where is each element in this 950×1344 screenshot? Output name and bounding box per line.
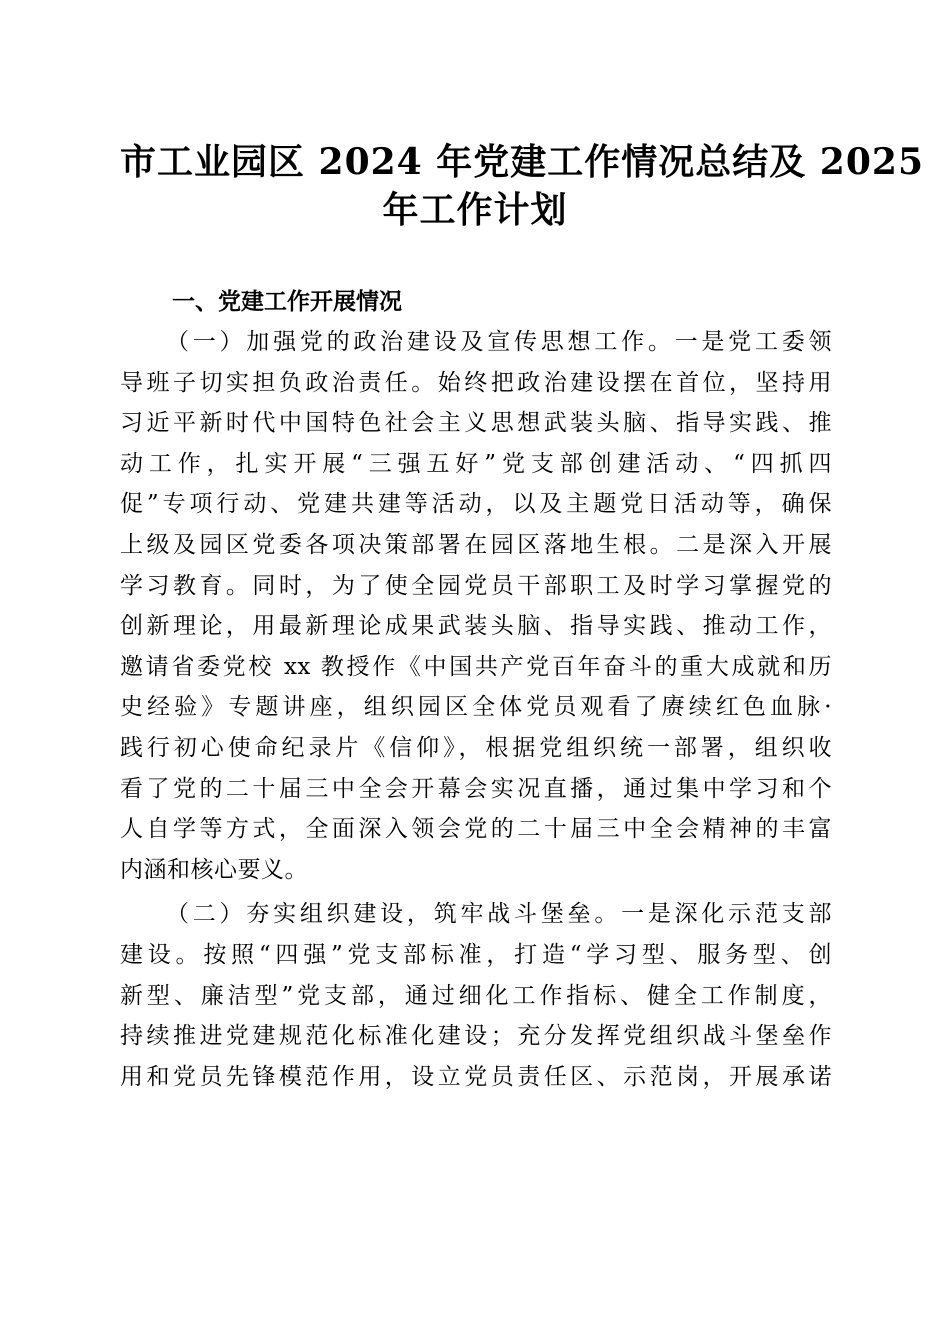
text-line: 建设。按照“四强”党支部标准，打造“学习型、服务型、创 [120,941,832,968]
title-line-2: 年工作计划 [382,189,568,231]
section-heading: 一、党建工作开展情况 [172,289,402,315]
text-line: 习近平新时代中国特色社会主义思想武装头脑、指导实践、推 [120,410,832,437]
title-line-1: 市工业园区 2024 年党建工作情况总结及 2025 [120,141,924,183]
text-line: 邀请省委党校 xx 教授作《中国共产党百年奋斗的重大成就和历 [120,653,832,680]
text-line: 创新理论，用最新理论成果武装头脑、指导实践、推动工作， [120,613,832,640]
document-title [120,138,924,234]
text-line: （一）加强党的政治建设及宣传思想工作。一是党工委领 [166,329,832,355]
paragraph-1 [120,322,832,890]
text-line: （二）夯实组织建设，筑牢战斗堡垒。一是深化示范支部 [166,901,832,928]
text-line: 看了党的二十届三中全会开幕会实况直播，通过集中学习和个 [120,775,832,802]
text-line: 持续推进党建规范化标准化建设；充分发挥党组织战斗堡垒作 [120,1023,832,1050]
text-line: 史经验》专题讲座，组织园区全体党员观看了赓续红色血脉· [120,694,832,721]
text-line: 人自学等方式，全面深入领会党的二十届三中全会精神的丰富 [120,816,832,843]
text-line: 促”专项行动、党建共建等活动，以及主题党日活动等，确保 [120,491,832,518]
text-line: 新型、廉洁型”党支部，通过细化工作指标、健全工作制度， [120,982,832,1009]
text-line: 上级及园区党委各项决策部署在园区落地生根。二是深入开展 [120,531,832,558]
text-line: 动工作，扎实开展“三强五好”党支部创建活动、“四抓四 [120,450,832,477]
text-line: 学习教育。同时，为了使全园党员干部职工及时学习掌握党的 [120,572,832,599]
document-body [120,282,832,1097]
text-line: 用和党员先锋模范作用，设立党员责任区、示范岗，开展承诺 [120,1063,832,1090]
paragraph-2 [120,894,832,1097]
text-line: 践行初心使命纪录片《信仰》，根据党组织统一部署，组织收 [120,734,832,761]
text-line: 导班子切实担负政治责任。始终把政治建设摆在首位，坚持用 [120,369,832,396]
text-line: 内涵和核心要义。 [120,856,308,883]
